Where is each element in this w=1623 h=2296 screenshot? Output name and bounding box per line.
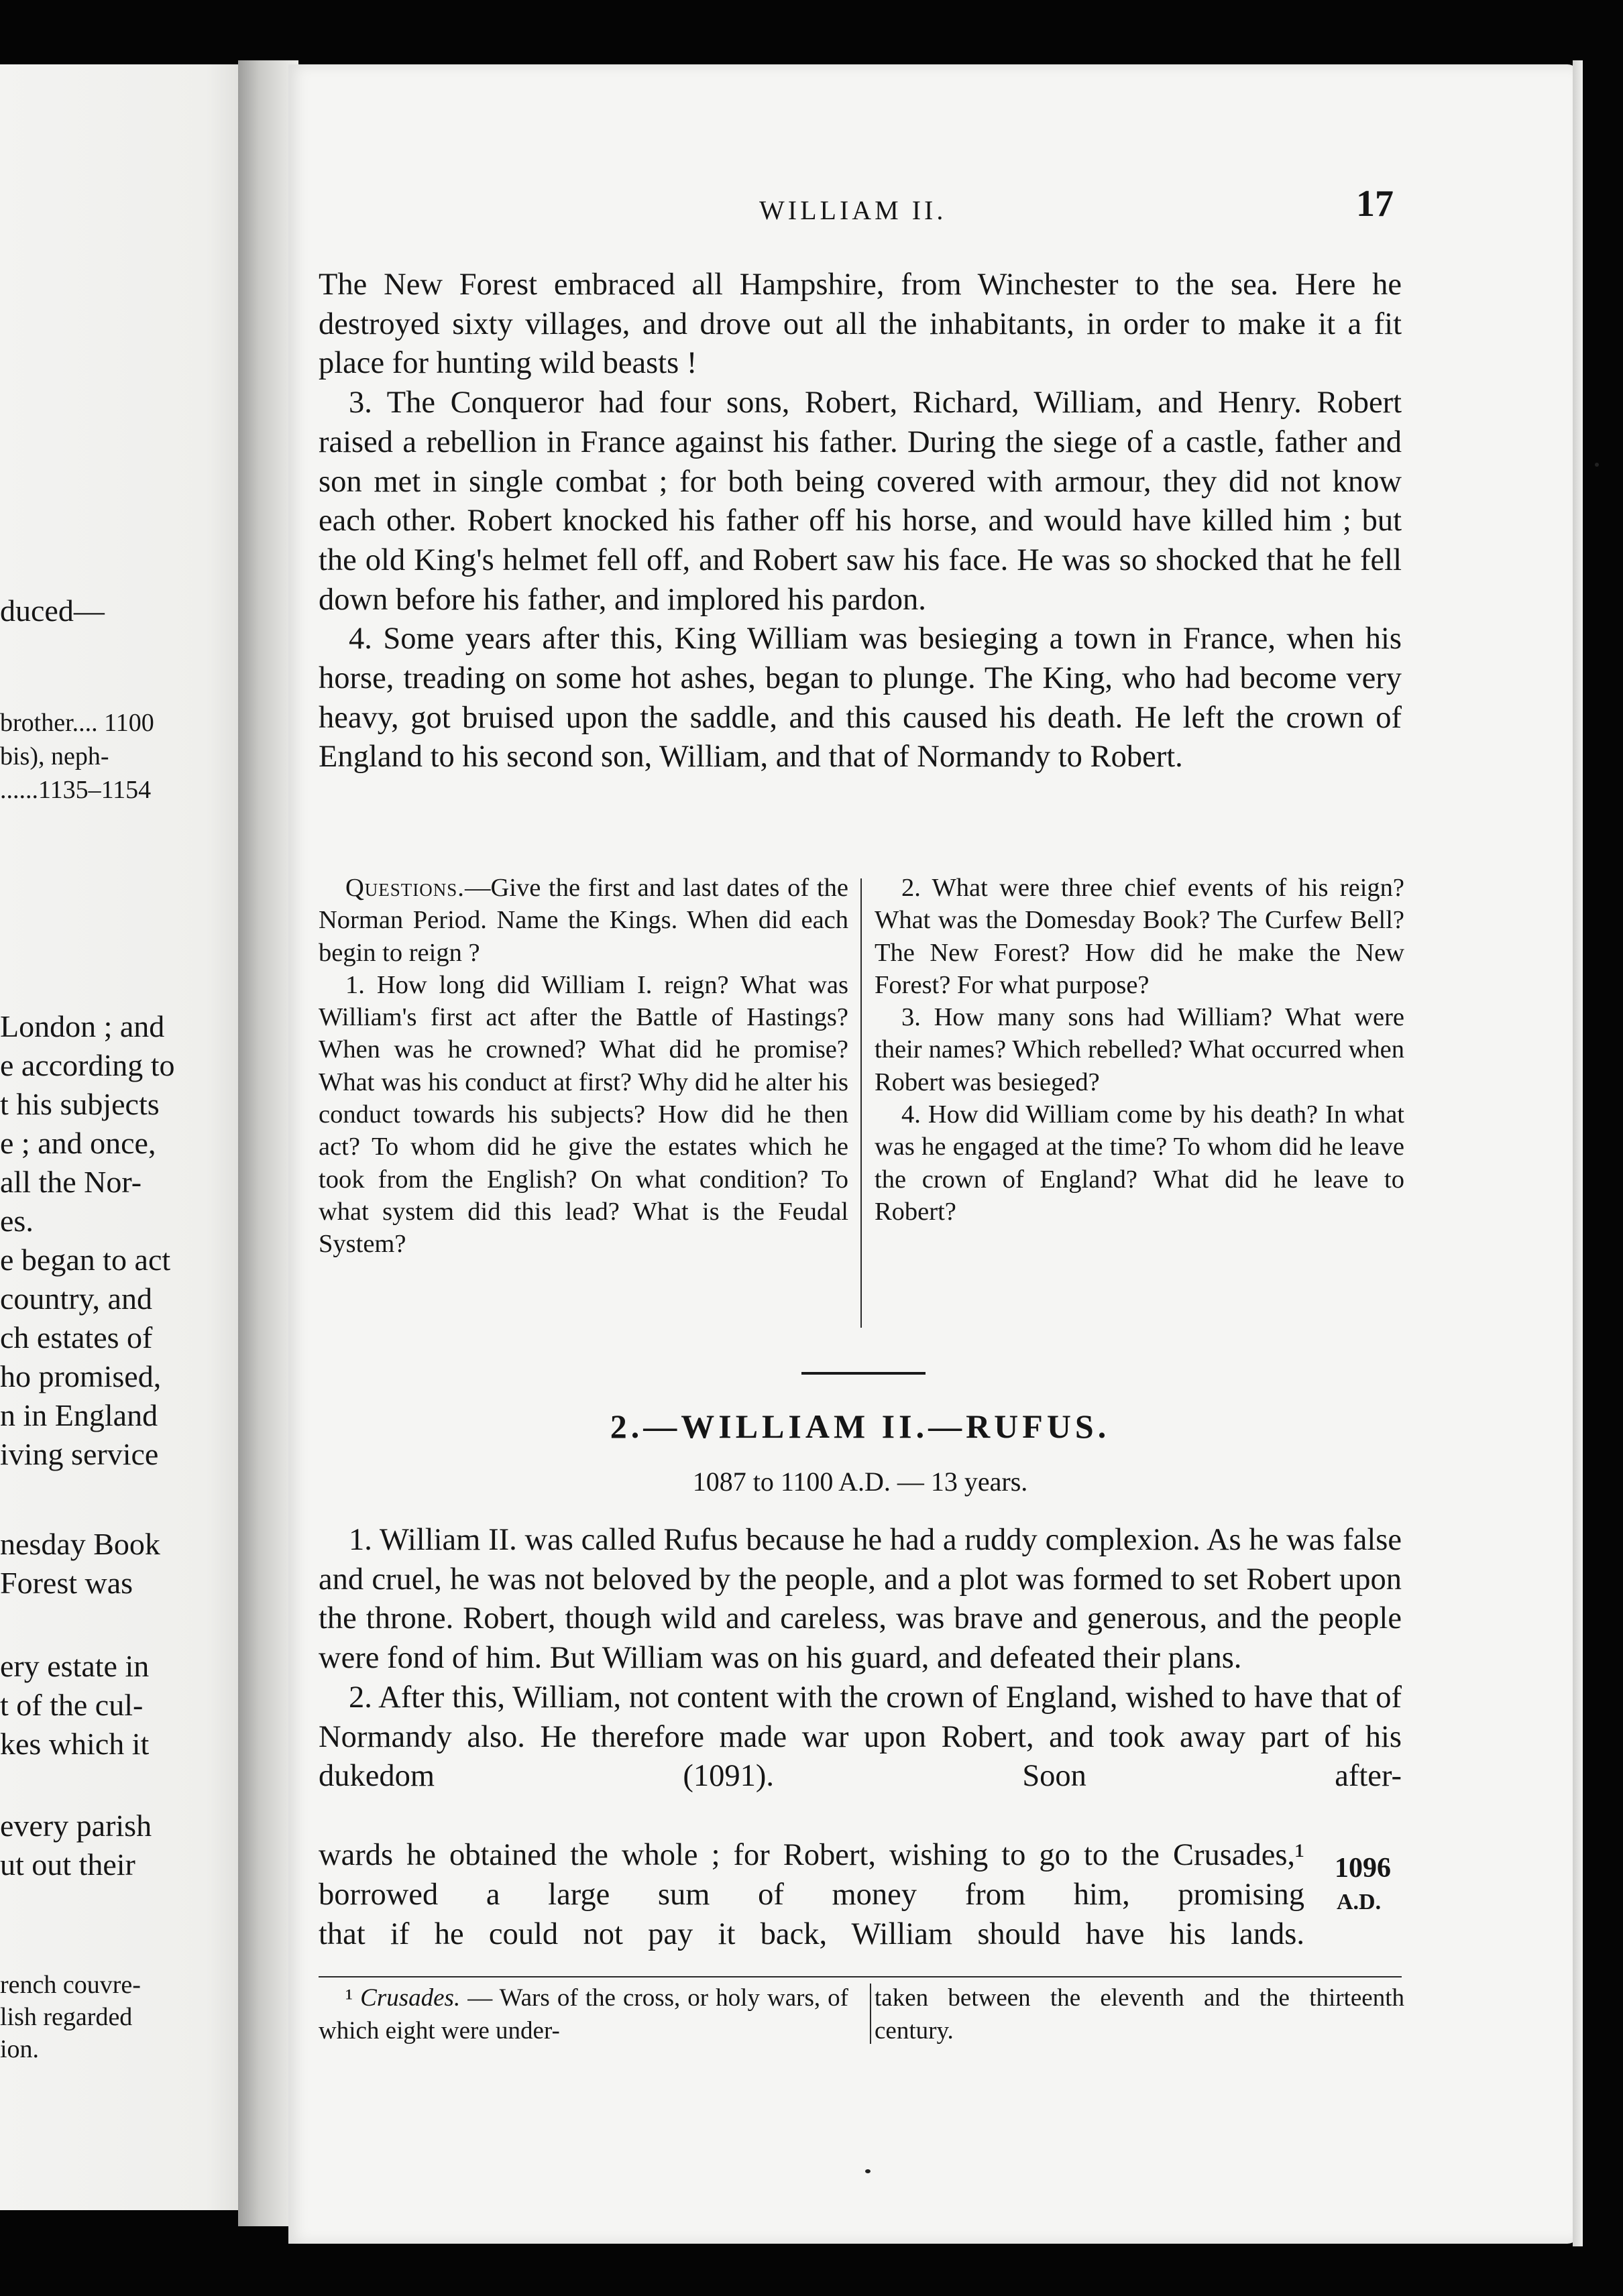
footnote-term: Crusades.	[360, 1984, 461, 2012]
left-fragment: ho promised,	[0, 1359, 162, 1393]
question-2: 2. What were three chief events of his reign? What was the Domesday Book? The Curfew Bell? The New Forest? How did he make the New Forest? For what purpose?	[875, 874, 1404, 999]
print-speck	[865, 2169, 871, 2173]
left-fragment: e began to act	[0, 1243, 171, 1277]
paragraph-conqueror-death: 4. Some years after this, King William was besieging a town in France, when his horse, treading on some hot ashes, began to plunge. The King, who had become very heavy, got bruised upon the saddle, and this caused his death. He left the crown of England to his second son, William, and that of Normandy to Robert.	[319, 622, 1402, 774]
chapter-title: 2.—WILLIAM II.—RUFUS.	[610, 1408, 1111, 1445]
chapter-dates: 1087 to 1100 A.D. — 13 years.	[692, 1467, 1028, 1497]
left-fragment: es.	[0, 1204, 34, 1238]
questions-divider	[860, 878, 862, 1328]
chapter-body-end	[319, 1915, 1402, 1955]
left-fragment: Forest was	[0, 1566, 133, 1600]
margin-era: A.D.	[1337, 1890, 1382, 1914]
left-fragment: London ; and	[0, 1009, 165, 1043]
paragraph-rufus: 1. William II. was called Rufus because he had a ruddy complexion. As he was false and cruel, he was not beloved by the people, and a plot was formed to set Robert upon the throne. Robert, though wild and careless, was brave and generous, and the people were fond of him. But William was on his guard, and defeated their plans.	[319, 1523, 1402, 1676]
footnote-left-text: — Wars of the cross, or holy wars, of which eight were under-	[319, 1984, 848, 2045]
previous-page-fragment	[0, 64, 258, 2210]
left-fragment: e according to	[0, 1048, 175, 1082]
questions-intro	[319, 872, 848, 969]
left-fragment: country, and	[0, 1281, 152, 1316]
questions-left-column	[319, 872, 848, 1261]
left-fragment: ut out their	[0, 1847, 135, 1882]
left-fragment: ch estates of	[0, 1320, 153, 1355]
chapter-body-continued	[319, 1836, 1304, 1914]
left-fragment: n in England	[0, 1398, 158, 1432]
footnote-divider	[870, 1984, 871, 2044]
questions-label: Questions.	[345, 874, 465, 902]
left-fragment: ery estate in	[0, 1649, 150, 1683]
questions-right-column	[875, 872, 1404, 1228]
questions-section	[319, 872, 1402, 1334]
left-fragment: bis), neph-	[0, 742, 109, 770]
footnote-marker: ¹	[345, 1984, 353, 2012]
margin-year: 1096	[1335, 1853, 1391, 1884]
left-fragment: every parish	[0, 1809, 152, 1843]
question-1: 1. How long did William I. reign? What was William's first act after the Battle of Hastings? When was he crowned? What did he promise? What was his conduct at first? Why did he alter his conduct towards his subjects? How did he then act? To whom did he give the estates which he took from the English? On what condition? To what system did this lead? What is the Feudal System?	[319, 970, 848, 1259]
left-fragment: t of the cul-	[0, 1688, 144, 1722]
footnote-left	[319, 1982, 848, 2047]
questions-intro-text: —Give the first and last dates of the Norman Period. Name the Kings. When did each begin to reign ?	[319, 874, 848, 967]
body-text	[319, 266, 1402, 777]
print-speck	[1595, 463, 1599, 467]
paragraph-normandy-cont: wards he obtained the whole ; for Robert, wishing to go to the Crusades,¹ borrowed a large sum of money from him, promising	[319, 1838, 1304, 1912]
page-edge	[1573, 60, 1583, 2246]
paragraph-normandy: 2. After this, William, not content with the crown of England, wished to have that of Normandy also. He therefore made war upon Robert, and took away part of his dukedom (1091). Soon after-	[319, 1680, 1402, 1794]
left-fragment: brother.... 1100	[0, 709, 154, 737]
left-fragment: ......1135–1154	[0, 776, 152, 804]
left-fragment: all the Nor-	[0, 1165, 142, 1199]
footnote-right: taken between the eleventh and the thirteenth century.	[875, 1984, 1404, 2045]
paragraph-conqueror-sons: 3. The Conqueror had four sons, Robert, Richard, William, and Henry. Robert raised a rebellion in France against his father. During the siege of a castle, father and son met in single combat ; for both being covered with armour, they did not know each other. Robert knocked his father off his horse, and would have killed him ; but the old King's helmet fell off, and Robert saw his face. He was so shocked that he fell down before his father, and implored his pardon.	[319, 386, 1402, 617]
left-fragment: ion.	[0, 2035, 40, 2063]
left-fragment: t his subjects	[0, 1087, 160, 1121]
question-4: 4. How did William come by his death? In what was he engaged at the time? To whom did he leave the crown of England? What did he leave to Robert?	[875, 1100, 1404, 1226]
left-fragment: rench couvre-	[0, 1971, 141, 1999]
question-3: 3. How many sons had William? What were their names? Which rebelled? What occurred when Robert was besieged?	[875, 1003, 1404, 1096]
paragraph-normandy-end: that if he could not pay it back, William should have his lands.	[319, 1917, 1304, 1951]
left-fragment: kes which it	[0, 1727, 150, 1761]
footnote-rule	[319, 1976, 1402, 1977]
left-fragment: lish regarded	[0, 2003, 133, 2031]
paragraph-new-forest: The New Forest embraced all Hampshire, from Winchester to the sea. Here he destroyed sixty villages, and drove out all the inhabitants, in order to make it a fit place for hunting wild beasts !	[319, 268, 1402, 381]
left-fragment: e ; and once,	[0, 1126, 156, 1160]
chapter-body	[319, 1521, 1402, 1796]
page-number: 17	[1356, 183, 1394, 225]
section-rule	[801, 1372, 926, 1375]
running-title: WILLIAM II.	[759, 195, 947, 225]
left-fragment: duced—	[0, 593, 105, 628]
left-fragment: nesday Book	[0, 1527, 160, 1561]
left-fragment: iving service	[0, 1437, 159, 1471]
